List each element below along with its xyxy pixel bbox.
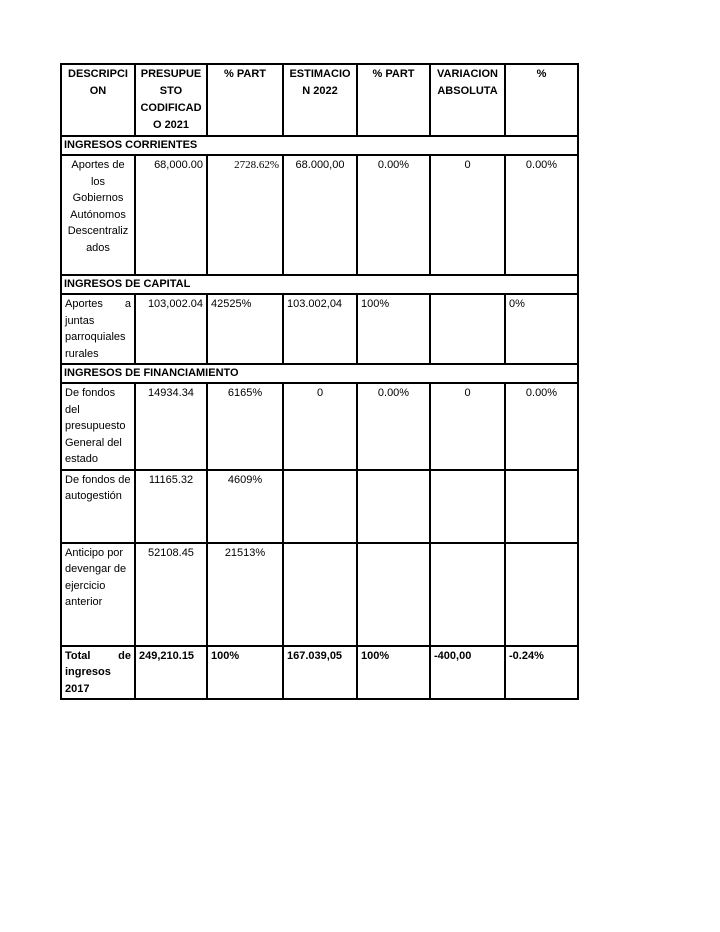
cell-variacion-pct: 0.00% [505,155,578,275]
section-label: INGRESOS CORRIENTES [61,136,578,155]
cell-variacion-pct [505,543,578,646]
cell-part-2022 [357,543,430,646]
cell-variacion-pct: -0.24% [505,646,578,700]
cell-description: Aportes a juntas parroquiales rurales [61,294,135,364]
cell-presupuesto-2021: 14934.34 [135,383,207,470]
cell-presupuesto-2021: 11165.32 [135,470,207,543]
cell-description: De fondos del presupuesto General del estado [61,383,135,470]
header-cell-part-2022: % PART [357,64,430,136]
table-row [61,294,578,364]
cell-part-2021: 42525% [207,294,283,364]
cell-description: De fondos de autogestión [61,470,135,543]
cell-part-2022: 0.00% [357,155,430,275]
cell-part-2022: 100% [357,646,430,700]
cell-description: Aportes de los Gobiernos Autónomos Descentralizados [61,155,135,275]
table-header-row [61,64,578,136]
section-label: INGRESOS DE CAPITAL [61,275,578,294]
section-row-ingresos-de-financiamiento [61,364,578,383]
cell-variacion-absoluta: -400,00 [430,646,505,700]
cell-part-2021: 4609% [207,470,283,543]
cell-estimacion-2022 [283,543,357,646]
cell-part-2021: 21513% [207,543,283,646]
header-cell-descripcion: DESCRIPCION [61,64,135,136]
header-cell-pct: % [505,64,578,136]
cell-variacion-absoluta: 0 [430,383,505,470]
cell-presupuesto-2021: 52108.45 [135,543,207,646]
cell-variacion-absoluta [430,294,505,364]
header-cell-estimacion-2022: ESTIMACION 2022 [283,64,357,136]
header-cell-variacion-absoluta: VARIACION ABSOLUTA [430,64,505,136]
section-row-ingresos-corrientes [61,136,578,155]
section-row-ingresos-de-capital [61,275,578,294]
cell-variacion-pct [505,470,578,543]
budget-table [60,63,579,700]
cell-presupuesto-2021: 68,000.00 [135,155,207,275]
cell-part-2021: 2728.62% [207,155,283,275]
cell-description: Anticipo por devengar de ejercicio anterior [61,543,135,646]
cell-part-2021: 6165% [207,383,283,470]
cell-part-2022: 100% [357,294,430,364]
table-row-total [61,646,578,700]
cell-variacion-pct: 0.00% [505,383,578,470]
cell-part-2021: 100% [207,646,283,700]
table-row [61,470,578,543]
header-cell-part-2021: % PART [207,64,283,136]
cell-presupuesto-2021: 103,002.04 [135,294,207,364]
cell-estimacion-2022: 0 [283,383,357,470]
cell-variacion-absoluta [430,470,505,543]
header-cell-presupuesto-codificado-2021: PRESUPUESTO CODIFICADO 2021 [135,64,207,136]
cell-description: Total de ingresos 2017 [61,646,135,700]
cell-variacion-absoluta [430,543,505,646]
table-row [61,155,578,275]
section-label: INGRESOS DE FINANCIAMIENTO [61,364,578,383]
cell-part-2022 [357,470,430,543]
table-row [61,543,578,646]
cell-estimacion-2022: 68.000,00 [283,155,357,275]
cell-estimacion-2022 [283,470,357,543]
cell-estimacion-2022: 167.039,05 [283,646,357,700]
table-row [61,383,578,470]
cell-estimacion-2022: 103.002,04 [283,294,357,364]
cell-presupuesto-2021: 249,210.15 [135,646,207,700]
cell-part-2022: 0.00% [357,383,430,470]
cell-variacion-absoluta: 0 [430,155,505,275]
cell-variacion-pct: 0% [505,294,578,364]
